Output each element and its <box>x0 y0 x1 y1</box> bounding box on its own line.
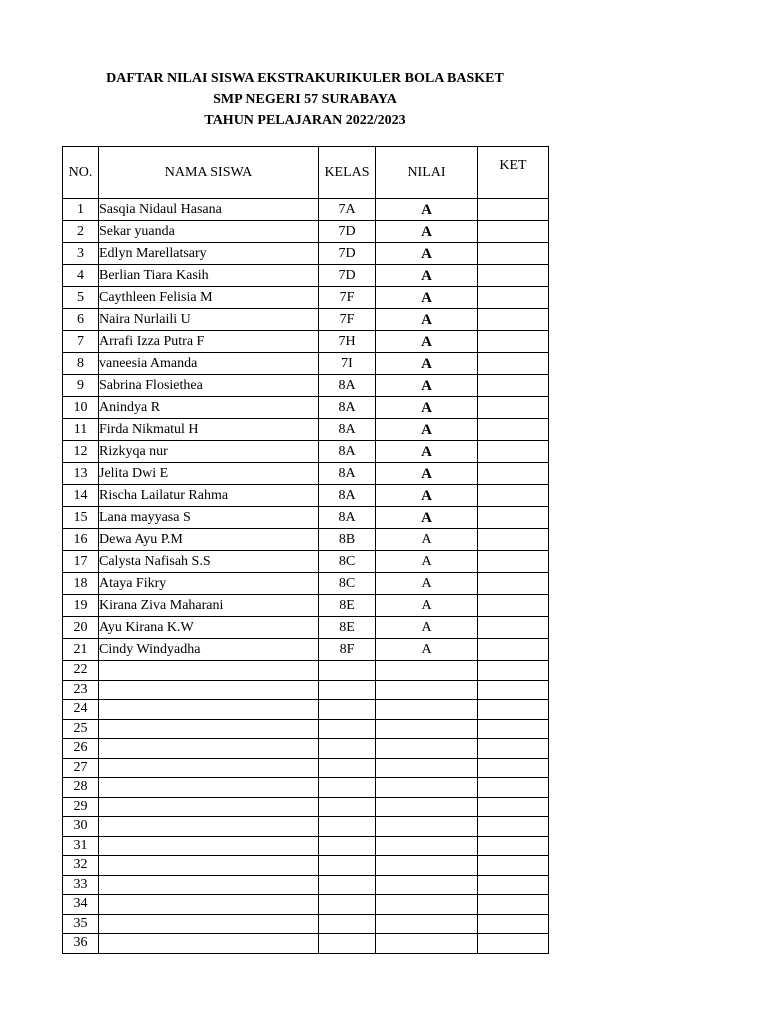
student-name: Arrafi Izza Putra F <box>99 331 319 353</box>
student-class <box>319 817 376 837</box>
student-class: 8A <box>319 463 376 485</box>
table-row <box>63 463 549 485</box>
student-grade: A <box>376 463 478 485</box>
table-row <box>63 221 549 243</box>
table-row <box>63 739 549 759</box>
student-class: 7H <box>319 331 376 353</box>
row-number: 35 <box>63 914 99 934</box>
student-class <box>319 895 376 915</box>
student-name <box>99 836 319 856</box>
student-class: 7I <box>319 353 376 375</box>
student-note <box>478 680 549 700</box>
row-number: 10 <box>63 397 99 419</box>
student-class: 8A <box>319 397 376 419</box>
student-note <box>478 639 549 661</box>
student-name: Ataya Fikry <box>99 573 319 595</box>
student-name <box>99 875 319 895</box>
table-row <box>63 375 549 397</box>
student-grade: A <box>376 529 478 551</box>
table-row <box>63 287 549 309</box>
student-name: Rischa Lailatur Rahma <box>99 485 319 507</box>
student-name: Calysta Nafisah S.S <box>99 551 319 573</box>
student-grade: A <box>376 441 478 463</box>
student-grade <box>376 719 478 739</box>
table-row <box>63 551 549 573</box>
student-grade: A <box>376 573 478 595</box>
row-number: 20 <box>63 617 99 639</box>
title-line-1: DAFTAR NILAI SISWA EKSTRAKURIKULER BOLA BASKET <box>106 71 504 86</box>
student-note <box>478 397 549 419</box>
student-note <box>478 221 549 243</box>
student-grade: A <box>376 221 478 243</box>
student-name: Dewa Ayu P.M <box>99 529 319 551</box>
student-grade: A <box>376 353 478 375</box>
row-number: 3 <box>63 243 99 265</box>
table-row <box>63 797 549 817</box>
student-grade: A <box>376 419 478 441</box>
student-note <box>478 265 549 287</box>
table-row <box>63 485 549 507</box>
table-row <box>63 895 549 915</box>
student-grade <box>376 895 478 915</box>
table-row <box>63 441 549 463</box>
student-class: 7A <box>319 199 376 221</box>
header-ket: KET <box>478 147 549 199</box>
table-row <box>63 875 549 895</box>
student-note <box>478 463 549 485</box>
row-number: 33 <box>63 875 99 895</box>
row-number: 21 <box>63 639 99 661</box>
row-number: 26 <box>63 739 99 759</box>
row-number: 25 <box>63 719 99 739</box>
student-grade <box>376 856 478 876</box>
student-name <box>99 914 319 934</box>
student-grade <box>376 934 478 954</box>
table-row <box>63 419 549 441</box>
document-title <box>62 68 548 131</box>
student-name: Sekar yuanda <box>99 221 319 243</box>
student-note <box>478 287 549 309</box>
student-note <box>478 719 549 739</box>
header-no: NO. <box>63 147 99 199</box>
row-number: 24 <box>63 700 99 720</box>
student-grade: A <box>376 595 478 617</box>
student-class: 7F <box>319 309 376 331</box>
row-number: 31 <box>63 836 99 856</box>
student-name <box>99 856 319 876</box>
row-number: 13 <box>63 463 99 485</box>
row-number: 1 <box>63 199 99 221</box>
student-name: vaneesia Amanda <box>99 353 319 375</box>
student-note <box>478 375 549 397</box>
student-class <box>319 680 376 700</box>
row-number: 9 <box>63 375 99 397</box>
row-number: 8 <box>63 353 99 375</box>
row-number: 5 <box>63 287 99 309</box>
student-grade <box>376 739 478 759</box>
student-name <box>99 758 319 778</box>
student-note <box>478 617 549 639</box>
student-note <box>478 485 549 507</box>
student-note <box>478 875 549 895</box>
student-class <box>319 856 376 876</box>
student-name <box>99 934 319 954</box>
table-row <box>63 573 549 595</box>
table-row <box>63 617 549 639</box>
student-grade <box>376 778 478 798</box>
student-note <box>478 817 549 837</box>
student-name: Kirana Ziva Maharani <box>99 595 319 617</box>
student-note <box>478 739 549 759</box>
row-number: 4 <box>63 265 99 287</box>
table-row <box>63 529 549 551</box>
table-row <box>63 934 549 954</box>
student-grade <box>376 875 478 895</box>
student-name <box>99 661 319 681</box>
header-nama-siswa: NAMA SISWA <box>99 147 319 199</box>
student-note <box>478 778 549 798</box>
table-row <box>63 331 549 353</box>
student-grade <box>376 680 478 700</box>
student-grade <box>376 700 478 720</box>
student-note <box>478 895 549 915</box>
student-class <box>319 934 376 954</box>
student-note <box>478 934 549 954</box>
row-number: 34 <box>63 895 99 915</box>
student-name: Naira Nurlaili U <box>99 309 319 331</box>
student-class: 8F <box>319 639 376 661</box>
student-note <box>478 758 549 778</box>
title-line-3: TAHUN PELAJARAN 2022/2023 <box>204 113 406 128</box>
student-class: 8C <box>319 551 376 573</box>
student-grade: A <box>376 551 478 573</box>
student-note <box>478 914 549 934</box>
table-row <box>63 856 549 876</box>
student-name: Sabrina Flosiethea <box>99 375 319 397</box>
table-row <box>63 778 549 798</box>
student-note <box>478 573 549 595</box>
table-row <box>63 199 549 221</box>
header-nilai: NILAI <box>376 147 478 199</box>
row-number: 22 <box>63 661 99 681</box>
student-note <box>478 797 549 817</box>
row-number: 27 <box>63 758 99 778</box>
student-name: Anindya R <box>99 397 319 419</box>
student-name: Firda Nikmatul H <box>99 419 319 441</box>
student-class: 8E <box>319 617 376 639</box>
table-row <box>63 595 549 617</box>
row-number: 19 <box>63 595 99 617</box>
student-grade: A <box>376 617 478 639</box>
student-grade: A <box>376 309 478 331</box>
student-class: 8A <box>319 507 376 529</box>
student-class: 7D <box>319 243 376 265</box>
student-class <box>319 758 376 778</box>
student-note <box>478 836 549 856</box>
table-header-row <box>63 147 549 199</box>
table-row <box>63 661 549 681</box>
student-class <box>319 719 376 739</box>
table-row <box>63 397 549 419</box>
student-note <box>478 507 549 529</box>
row-number: 15 <box>63 507 99 529</box>
row-number: 32 <box>63 856 99 876</box>
student-note <box>478 661 549 681</box>
student-name: Lana mayyasa S <box>99 507 319 529</box>
student-name: Rizkyqa nur <box>99 441 319 463</box>
student-class <box>319 875 376 895</box>
student-grade <box>376 836 478 856</box>
student-note <box>478 199 549 221</box>
student-grade: A <box>376 507 478 529</box>
row-number: 17 <box>63 551 99 573</box>
student-note <box>478 419 549 441</box>
student-class <box>319 661 376 681</box>
student-name: Jelita Dwi E <box>99 463 319 485</box>
row-number: 12 <box>63 441 99 463</box>
student-grade: A <box>376 375 478 397</box>
student-name: Ayu Kirana K.W <box>99 617 319 639</box>
row-number: 7 <box>63 331 99 353</box>
student-class: 8A <box>319 485 376 507</box>
student-class: 8E <box>319 595 376 617</box>
table-row <box>63 836 549 856</box>
student-class <box>319 778 376 798</box>
student-grade <box>376 817 478 837</box>
student-grade <box>376 797 478 817</box>
student-class <box>319 836 376 856</box>
student-note <box>478 309 549 331</box>
student-note <box>478 331 549 353</box>
table-row <box>63 700 549 720</box>
row-number: 28 <box>63 778 99 798</box>
student-class: 8A <box>319 441 376 463</box>
student-note <box>478 595 549 617</box>
row-number: 18 <box>63 573 99 595</box>
row-number: 16 <box>63 529 99 551</box>
student-name: Cindy Windyadha <box>99 639 319 661</box>
table-row <box>63 719 549 739</box>
student-name: Berlian Tiara Kasih <box>99 265 319 287</box>
student-grade <box>376 661 478 681</box>
row-number: 36 <box>63 934 99 954</box>
table-row <box>63 265 549 287</box>
student-name: Sasqia Nidaul Hasana <box>99 199 319 221</box>
title-line-2: SMP NEGERI 57 SURABAYA <box>213 92 397 107</box>
student-name <box>99 797 319 817</box>
student-class: 8A <box>319 375 376 397</box>
student-name <box>99 680 319 700</box>
student-note <box>478 441 549 463</box>
table-row <box>63 243 549 265</box>
student-grade: A <box>376 243 478 265</box>
row-number: 11 <box>63 419 99 441</box>
row-number: 29 <box>63 797 99 817</box>
student-name <box>99 817 319 837</box>
student-class <box>319 739 376 759</box>
student-note <box>478 551 549 573</box>
student-note <box>478 353 549 375</box>
student-class <box>319 797 376 817</box>
grades-table <box>62 146 549 954</box>
student-name <box>99 700 319 720</box>
student-name <box>99 719 319 739</box>
table-row <box>63 680 549 700</box>
table-body <box>63 199 549 954</box>
row-number: 2 <box>63 221 99 243</box>
student-note <box>478 700 549 720</box>
table-row <box>63 914 549 934</box>
student-class <box>319 700 376 720</box>
table-row <box>63 817 549 837</box>
student-note <box>478 529 549 551</box>
student-class: 7D <box>319 221 376 243</box>
student-class: 8A <box>319 419 376 441</box>
row-number: 23 <box>63 680 99 700</box>
table-row <box>63 639 549 661</box>
student-name <box>99 778 319 798</box>
student-class: 7D <box>319 265 376 287</box>
student-note <box>478 243 549 265</box>
student-grade: A <box>376 331 478 353</box>
header-kelas: KELAS <box>319 147 376 199</box>
student-class: 8C <box>319 573 376 595</box>
student-grade: A <box>376 639 478 661</box>
table-row <box>63 758 549 778</box>
student-name <box>99 895 319 915</box>
student-grade: A <box>376 287 478 309</box>
student-class: 8B <box>319 529 376 551</box>
student-name <box>99 739 319 759</box>
row-number: 14 <box>63 485 99 507</box>
row-number: 30 <box>63 817 99 837</box>
student-class <box>319 914 376 934</box>
student-grade <box>376 758 478 778</box>
row-number: 6 <box>63 309 99 331</box>
table-row <box>63 353 549 375</box>
student-name: Edlyn Marellatsary <box>99 243 319 265</box>
student-grade <box>376 914 478 934</box>
student-grade: A <box>376 397 478 419</box>
student-name: Caythleen Felisia M <box>99 287 319 309</box>
student-grade: A <box>376 265 478 287</box>
student-grade: A <box>376 485 478 507</box>
table-row <box>63 309 549 331</box>
table-row <box>63 507 549 529</box>
student-note <box>478 856 549 876</box>
student-grade: A <box>376 199 478 221</box>
student-class: 7F <box>319 287 376 309</box>
